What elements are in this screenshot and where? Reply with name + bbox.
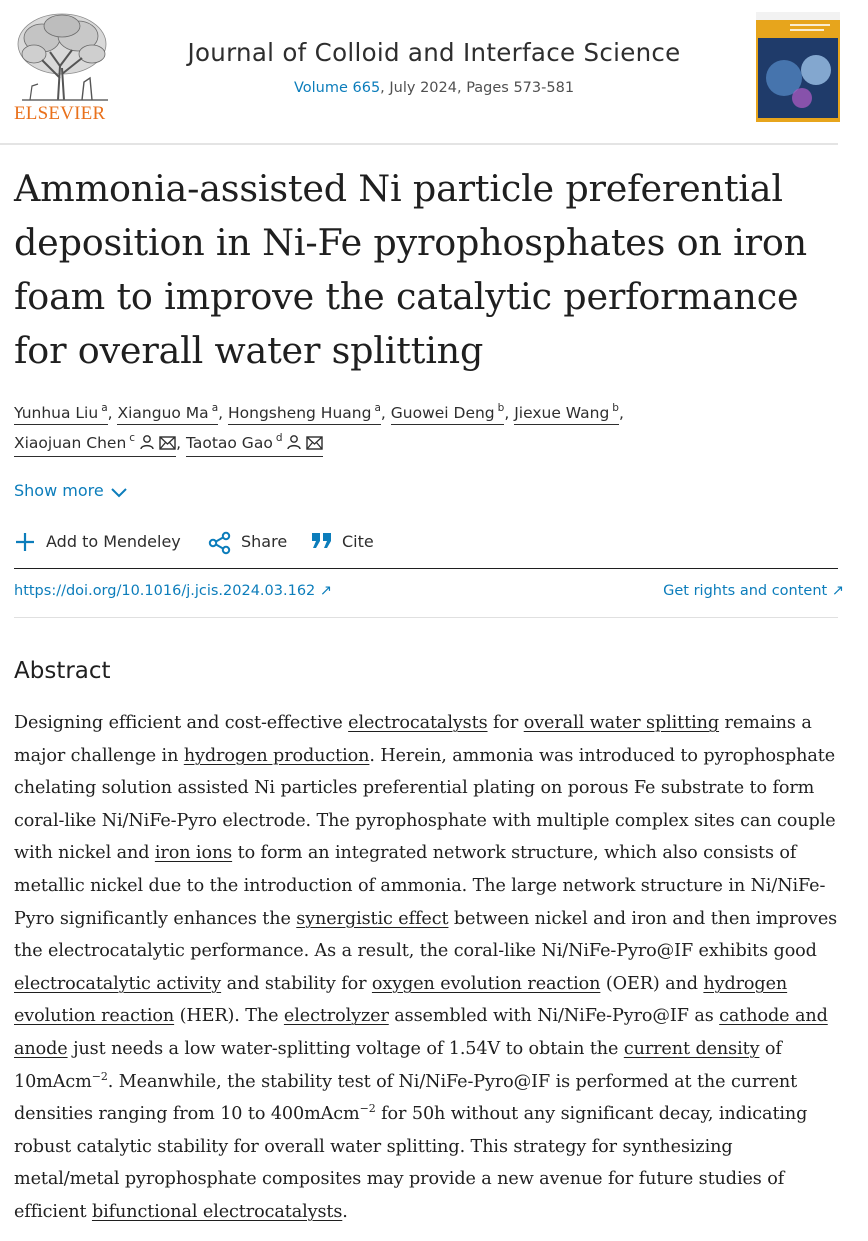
journal-title[interactable]: Journal of Colloid and Interface Science [187, 38, 681, 67]
cover-image-icon [756, 12, 840, 122]
topic-link[interactable]: synergistic effect [296, 908, 449, 929]
author-link[interactable]: Guowei Deng $^b$ [391, 399, 505, 425]
topic-link[interactable]: iron ions [154, 843, 233, 864]
topic-link[interactable]: hydrogen evolution reaction [14, 973, 788, 1027]
actions-divider [14, 568, 838, 569]
issue-date-pages: , July 2024, Pages 573-581 [380, 80, 575, 96]
doi-link[interactable]: https://doi.org/10.1016/j.jcis.2024.03.162 ↗ [14, 583, 333, 599]
abstract-heading: Abstract [14, 658, 111, 684]
external-link-arrow-icon: ↗ [319, 583, 333, 599]
show-more-button[interactable]: Show more [14, 481, 128, 500]
journal-cover-thumbnail[interactable] [756, 12, 840, 122]
chevron-down-icon [110, 485, 128, 499]
topic-link[interactable]: hydrogen production [183, 745, 370, 766]
topic-link[interactable]: overall water splitting [523, 713, 720, 733]
author-link[interactable]: Yunhua Liu $^a$ [14, 399, 108, 425]
share-icon [208, 531, 232, 555]
volume-link[interactable]: Volume 665 [293, 80, 381, 96]
topic-link[interactable]: electrolyzer [283, 1006, 389, 1027]
person-icon [286, 434, 302, 455]
envelope-icon [159, 436, 176, 455]
author-link[interactable]: Taotao Gao $^d$ [186, 429, 324, 457]
journal-issue-info [0, 80, 868, 96]
article-title: Ammonia-assisted Ni particle preferential deposition in Ni-Fe pyrophosphates on iron foam to improve the catalytic performance for overall water splitting [14, 167, 807, 372]
publisher-wordmark: ELSEVIER [14, 103, 106, 124]
topic-link[interactable]: bifunctional electrocatalysts [91, 1201, 343, 1222]
rights-link[interactable]: Get rights and content ↗ [663, 583, 844, 599]
section-divider [14, 617, 838, 618]
abstract-text: Designing efficient and cost-effective electrocatalysts for overall water splitting remains a major challenge in hydrogen production. Herein, ammonia was introduced to pyrophosphate chelating solution assisted Ni particles preferential plating on porous Fe substrate to form coral-like Ni/NiFe-Pyro electrode. The pyrophosphate with multiple complex sites can couple with nickel and iron ions to form an integrated network structure, which also consists of metallic nickel due to the introduction of ammonia. The large network structure in Ni/NiFe-Pyro significantly enhances the synergistic effect between nickel and iron and then improves the electrocatalytic performance. As a result, the coral-like Ni/NiFe-Pyro@IF exhibits good electrocatalytic activity and stability for oxygen evolution reaction (OER) and hydrogen evolution reaction (HER). The electrolyzer assembled with Ni/NiFe-Pyro@IF as cathode and anode just needs a low water-splitting voltage of 1.54V to obtain the current density of 10mAcm$^{-2}$. Meanwhile, the stability test of Ni/NiFe-Pyro@IF is performed at the current densities ranging from 10 to 400mAcm$^{-2}$ for 50h without any significant decay, indicating robust catalytic stability for overall water splitting. This strategy for synthesizing metal/metal pyrophosphate composites may provide a new avenue for future studies of efficient bifunctional electrocatalysts. [14, 713, 838, 1222]
topic-link[interactable]: current density [623, 1038, 760, 1059]
author-link[interactable]: Xianguo Ma $^a$ [117, 399, 218, 425]
topic-link[interactable]: electrocatalysts [348, 713, 488, 733]
header-divider [0, 143, 838, 145]
topic-link[interactable]: electrocatalytic activity [14, 973, 222, 994]
author-list: Yunhua Liu $^a$, Xianguo Ma $^a$, Hongsheng Huang $^a$, Guowei Deng $^b$, Jiexue Wang $^b$, Xiaojuan Chen $^c$ , Taotao Gao $^d$ [14, 398, 838, 458]
author-link[interactable]: Xiaojuan Chen $^c$ [14, 429, 176, 457]
author-link[interactable]: Jiexue Wang $^b$ [514, 399, 619, 425]
external-link-arrow-icon: ↗ [831, 583, 844, 599]
topic-link[interactable]: cathode and anode [14, 1006, 828, 1059]
author-link[interactable]: Hongsheng Huang $^a$ [228, 399, 381, 425]
topic-link[interactable]: oxygen evolution reaction [371, 973, 601, 994]
envelope-icon [306, 436, 323, 455]
journal-header [0, 0, 838, 140]
person-icon [139, 434, 155, 455]
quote-icon [310, 531, 334, 551]
plus-icon [14, 531, 36, 553]
